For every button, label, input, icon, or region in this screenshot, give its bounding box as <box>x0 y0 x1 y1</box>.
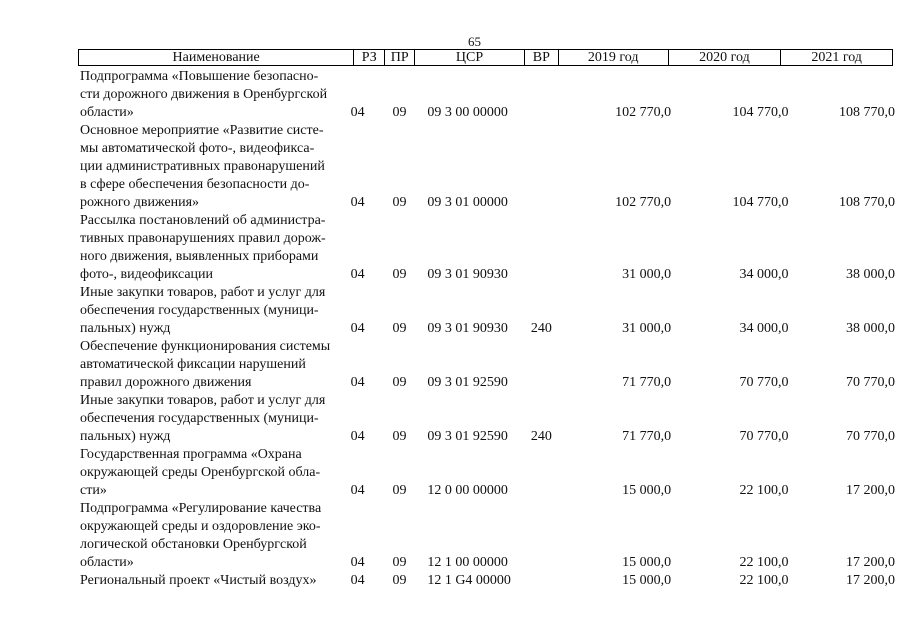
row-2021: 70 770,0 <box>846 429 895 444</box>
row-name-line: сти» <box>80 483 107 498</box>
row-csr: 09 3 00 00000 <box>427 105 508 120</box>
row-name-line: пальных) нужд <box>80 429 171 444</box>
row-pr: 09 <box>392 483 407 498</box>
row-2020: 34 000,0 <box>739 321 789 336</box>
row-name-line: обеспечения государственных (муници- <box>80 411 319 426</box>
row-2021: 70 770,0 <box>846 375 895 390</box>
page-number: 65 <box>468 34 481 49</box>
header-2021: 2021 год <box>811 50 862 65</box>
row-csr: 09 3 01 92590 <box>427 375 508 390</box>
row-name-line: Обеспечение функционирования системы <box>80 339 331 354</box>
row-csr: 09 3 01 90930 <box>427 321 508 336</box>
row-csr: 09 3 01 90930 <box>427 267 508 282</box>
row-csr: 12 1 G4 00000 <box>427 573 511 588</box>
row-name-line: рожного движения» <box>80 195 200 210</box>
row-2021: 17 200,0 <box>846 573 895 588</box>
row-name-line: Региональный проект «Чистый воздух» <box>80 573 317 588</box>
row-2021: 108 770,0 <box>839 195 895 210</box>
row-name-line: Рассылка постановлений об администра- <box>80 213 326 228</box>
row-name <box>80 338 347 392</box>
header-vr: ВР <box>525 50 559 65</box>
row-pr: 09 <box>392 375 407 390</box>
row-2019: 15 000,0 <box>622 555 672 570</box>
row-pr: 09 <box>392 105 407 120</box>
row-2020: 104 770,0 <box>732 195 789 210</box>
row-name <box>80 500 347 572</box>
row-name-line: Государственная программа «Охрана <box>80 447 302 462</box>
row-rz: 04 <box>350 267 365 282</box>
row-name-line: окружающей среды и оздоровление эко- <box>80 519 321 534</box>
row-name-line: ного движения, выявленных приборами <box>80 249 319 264</box>
row-rz: 04 <box>350 483 365 498</box>
row-2019: 102 770,0 <box>615 195 672 210</box>
table-row <box>80 122 895 212</box>
row-name <box>80 392 347 446</box>
row-vr: 240 <box>530 321 552 336</box>
row-vr: 240 <box>530 429 552 444</box>
table-body <box>80 68 895 590</box>
table-row <box>80 572 895 590</box>
table-row <box>80 68 895 122</box>
row-2021: 17 200,0 <box>846 483 895 498</box>
header-2019: 2019 год <box>559 50 669 65</box>
row-rz: 04 <box>350 555 365 570</box>
row-rz: 04 <box>350 573 365 588</box>
row-rz: 04 <box>350 105 365 120</box>
row-2020: 70 770,0 <box>739 375 789 390</box>
row-name <box>80 68 347 122</box>
row-csr: 09 3 01 00000 <box>427 195 508 210</box>
row-2019: 31 000,0 <box>622 321 672 336</box>
row-rz: 04 <box>350 195 365 210</box>
row-name-line: в сфере обеспечения безопасности до- <box>80 177 310 192</box>
row-2021: 38 000,0 <box>846 321 895 336</box>
row-2019: 102 770,0 <box>615 105 672 120</box>
row-2020: 70 770,0 <box>739 429 789 444</box>
table-row <box>80 500 895 572</box>
row-2019: 31 000,0 <box>622 267 672 282</box>
row-pr: 09 <box>392 195 407 210</box>
row-name <box>80 446 347 500</box>
header-pr: ПР <box>385 50 415 65</box>
table-row <box>80 392 895 446</box>
row-name-line: фото-, видеофиксации <box>80 267 214 282</box>
row-2021: 108 770,0 <box>839 105 895 120</box>
row-2021: 17 200,0 <box>846 555 895 570</box>
row-pr: 09 <box>392 573 407 588</box>
row-name-line: ции административных правонарушений <box>80 159 325 174</box>
table-header <box>78 49 893 66</box>
row-2020: 104 770,0 <box>732 105 789 120</box>
row-name-line: Иные закупки товаров, работ и услуг для <box>80 285 326 300</box>
row-name-line: области» <box>80 105 134 120</box>
row-2019: 15 000,0 <box>622 573 672 588</box>
row-2019: 15 000,0 <box>622 483 672 498</box>
row-rz: 04 <box>350 321 365 336</box>
row-2021: 38 000,0 <box>846 267 895 282</box>
row-rz: 04 <box>350 429 365 444</box>
header-2020: 2020 год <box>669 50 782 65</box>
row-name-line: Иные закупки товаров, работ и услуг для <box>80 393 326 408</box>
row-csr: 12 0 00 00000 <box>427 483 508 498</box>
row-csr: 09 3 01 92590 <box>427 429 508 444</box>
row-name-line: правил дорожного движения <box>80 375 252 390</box>
row-pr: 09 <box>392 555 407 570</box>
row-2019: 71 770,0 <box>622 429 672 444</box>
row-name-line: мы автоматической фото-, видеофикса- <box>80 141 315 156</box>
row-name-line: обеспечения государственных (муници- <box>80 303 319 318</box>
row-name <box>80 572 347 590</box>
row-csr: 12 1 00 00000 <box>427 555 508 570</box>
table-row <box>80 284 895 338</box>
row-name-line: Основное мероприятие «Развитие систе- <box>80 123 324 138</box>
row-name <box>80 284 347 338</box>
row-name-line: Подпрограмма «Повышение безопасно- <box>80 69 319 84</box>
row-name-line: Подпрограмма «Регулирование качества <box>80 501 322 516</box>
row-name-line: тивных правонарушениях правил дорож- <box>80 231 326 246</box>
row-name-line: сти дорожного движения в Оренбургской <box>80 87 328 102</box>
row-name-line: пальных) нужд <box>80 321 171 336</box>
table-row <box>80 212 895 284</box>
row-name <box>80 212 347 284</box>
header-csr: ЦСР <box>415 50 525 65</box>
row-2020: 22 100,0 <box>739 483 789 498</box>
row-pr: 09 <box>392 321 407 336</box>
row-2019: 71 770,0 <box>622 375 672 390</box>
row-name <box>80 122 347 212</box>
row-name-line: области» <box>80 555 134 570</box>
header-name: Наименование <box>79 50 354 65</box>
row-2020: 22 100,0 <box>739 555 789 570</box>
row-pr: 09 <box>392 429 407 444</box>
row-name-line: автоматической фиксации нарушений <box>80 357 306 372</box>
row-name-line: логической обстановки Оренбургской <box>80 537 307 552</box>
row-2020: 34 000,0 <box>739 267 789 282</box>
row-2020: 22 100,0 <box>739 573 789 588</box>
table-row <box>80 338 895 392</box>
header-rz: РЗ <box>354 50 385 65</box>
table-row <box>80 446 895 500</box>
row-rz: 04 <box>350 375 365 390</box>
row-pr: 09 <box>392 267 407 282</box>
row-name-line: окружающей среды Оренбургской обла- <box>80 465 321 480</box>
